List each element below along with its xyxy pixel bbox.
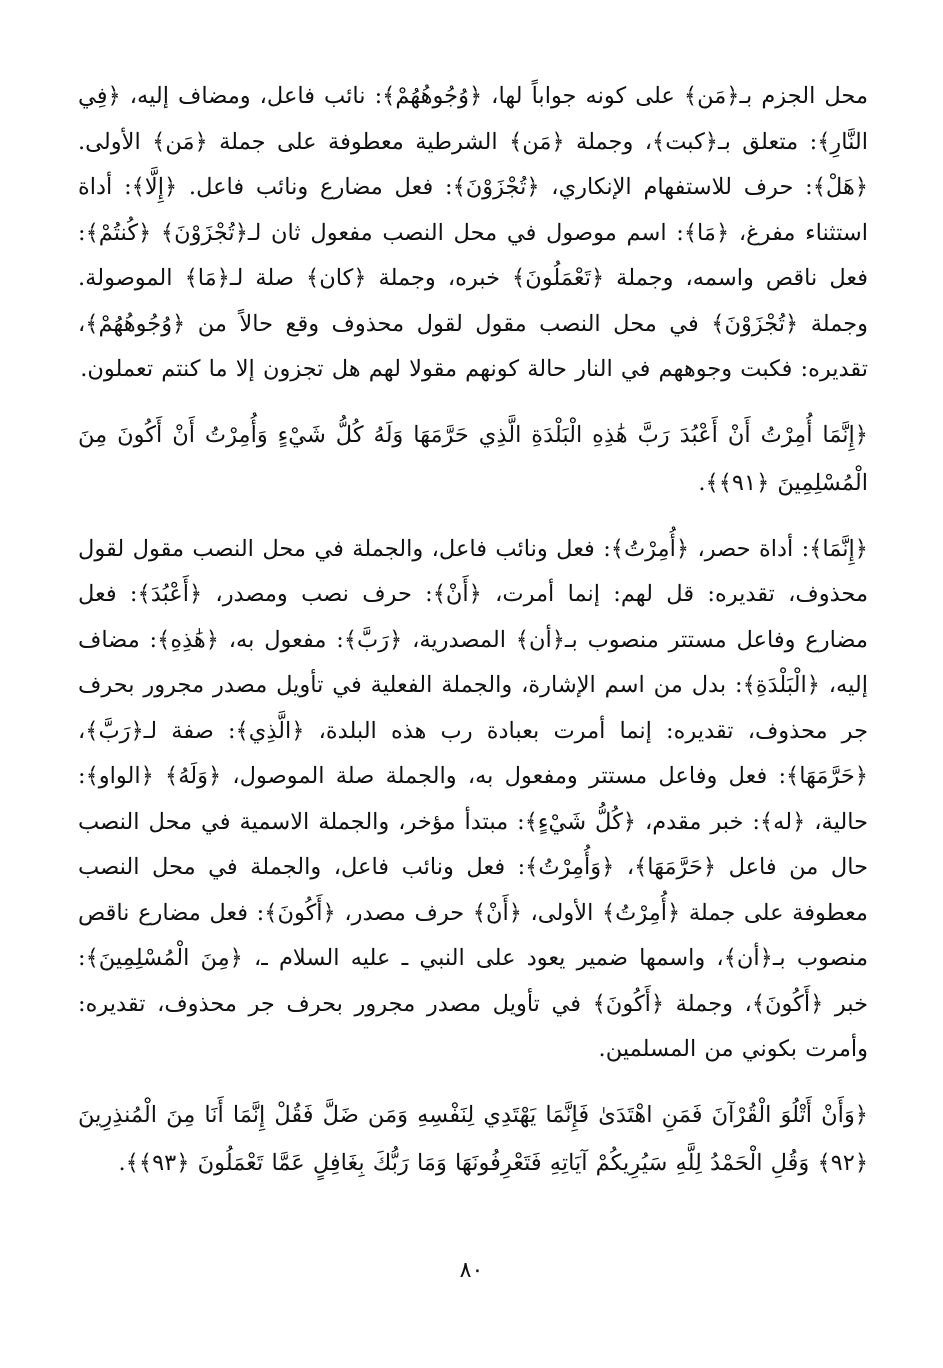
spacer: [78, 507, 868, 527]
spacer: [78, 1073, 868, 1091]
page-number: ٨٠: [459, 1258, 484, 1283]
spacer: [78, 393, 868, 411]
verse-92-93: ﴿وَأَنْ أَتْلُوَ الْقُرْآنَ فَمَنِ اهْتَدَىٰ فَإِنَّمَا يَهْتَدِي لِنَفْسِهِ وَمَن ضَلَّ فَقُلْ إِنَّمَا أَنَا مِنَ الْمُنذِرِينَ ﴿٩٢﴾ وَقُلِ الْحَمْدُ لِلَّهِ سَيُرِيكُمْ آيَاتِهِ فَتَعْرِفُونَهَا وَمَا رَبُّكَ بِغَافِلٍ عَمَّا تَعْمَلُونَ ﴿٩٣﴾﴾.: [78, 1101, 868, 1176]
paragraph-1: محل الجزم بـ﴿مَن﴾ على كونه جواباً لها، ﴿وُجُوهُهُمْ﴾: نائب فاعل، ومضاف إليه، ﴿فِي النَّارِ﴾: متعلق بـ﴿كبت﴾، وجملة ﴿مَن﴾ الشرطية معطوفة على جملة ﴿مَن﴾ الأولى. ﴿هَلْ﴾: حرف للاستفهام الإنكاري، ﴿تُجْزَوْنَ﴾: فعل مضارع ونائب فاعل. ﴿إِلَّا﴾: أداة استثناء مفرغ، ﴿مَا﴾: اسم موصول في محل النصب مفعول ثان لـ﴿تُجْزَوْنَ﴾ ﴿كُنتُمْ﴾: فعل ناقص واسمه، وجملة ﴿تَعْمَلُونَ﴾ خبره، وجملة ﴿كان﴾ صلة لـ﴿مَا﴾ الموصولة. وجملة ﴿تُجْزَوْنَ﴾ في محل النصب مقول لقول محذوف وقع حالاً من ﴿وُجُوهُهُمْ﴾، تقديره: فكبت وجوههم في النار حالة كونهم مقولا لهم هل تجزون إلا ما كنتم تعملون.: [78, 83, 868, 382]
page-body: [78, 74, 868, 1187]
verse-91: ﴿إِنَّمَا أُمِرْتُ أَنْ أَعْبُدَ رَبَّ هَٰذِهِ الْبَلْدَةِ الَّذِي حَرَّمَهَا وَلَهُ كُلُّ شَيْءٍ وَأُمِرْتُ أَنْ أَكُونَ مِنَ الْمُسْلِمِينَ ﴿٩١﴾﴾.: [78, 421, 868, 496]
paragraph-2: ﴿إِنَّمَا﴾: أداة حصر، ﴿أُمِرْتُ﴾: فعل ونائب فاعل، والجملة في محل النصب مقول لقول محذوف، تقديره: قل لهم: إنما أمرت، ﴿أَنْ﴾: حرف نصب ومصدر، ﴿أَعْبُدَ﴾: فعل مضارع وفاعل مستتر منصوب بـ﴿أن﴾ المصدرية، ﴿رَبَّ﴾: مفعول به، ﴿هَٰذِهِ﴾: مضاف إليه، ﴿الْبَلْدَةِ﴾: بدل من اسم الإشارة، والجملة الفعلية في تأويل مصدر مجرور بحرف جر محذوف، تقديره: إنما أمرت بعبادة رب هذه البلدة، ﴿الَّذِي﴾: صفة لـ﴿رَبَّ﴾، ﴿حَرَّمَهَا﴾: فعل وفاعل مستتر ومفعول به، والجملة صلة الموصول، ﴿وَلَهُ﴾ ﴿الواو﴾: حالية، ﴿له﴾: خبر مقدم، ﴿كُلُّ شَيْءٍ﴾: مبتدأ مؤخر، والجملة الاسمية في محل النصب حال من فاعل ﴿حَرَّمَهَا﴾، ﴿وَأُمِرْتُ﴾: فعل ونائب فاعل، والجملة في محل النصب معطوفة على جملة ﴿أُمِرْتُ﴾ الأولى، ﴿أَنْ﴾ حرف مصدر، ﴿أَكُونَ﴾: فعل مضارع ناقص منصوب بـ﴿أن﴾، واسمها ضمير يعود على النبي ـ عليه السلام ـ، ﴿مِنَ الْمُسْلِمِينَ﴾: خبر ﴿أَكُونَ﴾، وجملة ﴿أَكُونَ﴾ في تأويل مصدر مجرور بحرف جر محذوف، تقديره: وأمرت بكوني من المسلمين.: [78, 535, 868, 1062]
